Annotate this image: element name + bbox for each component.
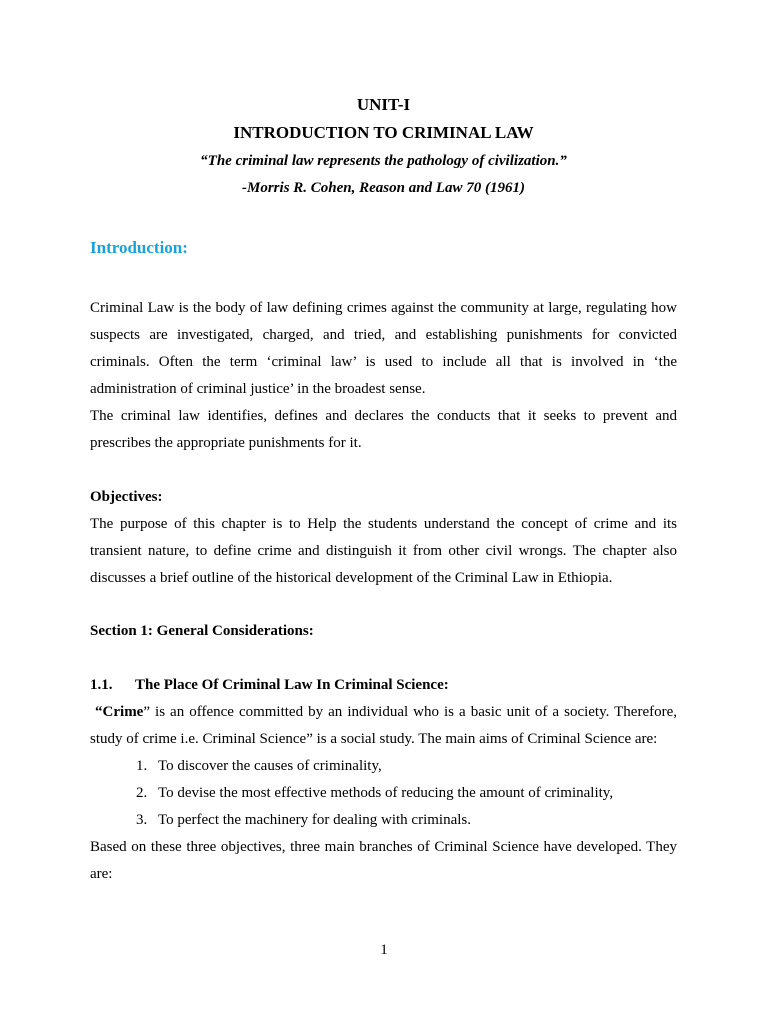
page-number: 1 — [380, 942, 388, 958]
unit-label: UNIT-I — [356, 95, 411, 114]
list-item-text: To perfect the machinery for dealing with criminals. — [158, 812, 472, 828]
objectives-paragraph: The purpose of this chapter is to Help the students understand the concept of crime and its transient nature, to define crime and distinguish it from other civil wrongs. The chapter also discusses a brief outline of the historical development of the Criminal Law in Ethiopia. — [90, 516, 677, 586]
list-item-text: To discover the causes of criminality, — [158, 758, 382, 774]
crime-definition-paragraph — [90, 699, 677, 753]
list-item-number: 3. — [136, 812, 148, 828]
aims-list — [90, 753, 677, 834]
subsection-heading — [90, 672, 677, 699]
list-item — [136, 753, 677, 780]
list-item-text: To devise the most effective methods of reducing the amount of criminality, — [158, 785, 614, 801]
introduction-paragraph: Criminal Law is the body of law defining crimes against the community at large, regulating how suspects are investigated, charged, and tried, and establishing punishments for convicted criminals. Often the term ‘criminal law’ is used to include all that is involved in ‘the administration of criminal justice’ in the broadest sense. — [90, 300, 677, 397]
page-title: INTRODUCTION TO CRIMINAL LAW — [233, 123, 534, 142]
list-item — [136, 807, 677, 834]
page-content — [90, 92, 677, 888]
closing-paragraph: Based on these three objectives, three main branches of Criminal Science have developed. They are: — [90, 839, 677, 882]
introduction-heading: Introduction: — [90, 238, 188, 257]
crime-definition-text: ” is an offence committed by an individual who is a basic unit of a society. Therefore, study of crime i.e. Criminal Science” is a social study. The main aims of Criminal Science are: — [90, 704, 677, 747]
subsection-number: 1.1. — [90, 677, 113, 693]
list-item-number: 1. — [136, 758, 148, 774]
section-heading: Section 1: General Considerations: — [90, 623, 314, 639]
objectives-heading: Objectives: — [90, 489, 163, 505]
crime-term: “Crime — [95, 704, 144, 720]
introduction-paragraph: The criminal law identifies, defines and declares the conducts that it seeks to prevent and prescribes the appropriate punishments for it. — [90, 408, 677, 451]
epigraph-quote: “The criminal law represents the pathology of civilization.” — [200, 153, 567, 169]
epigraph-attribution: -Morris R. Cohen, Reason and Law 70 (1961) — [242, 180, 525, 196]
subsection-title: The Place Of Criminal Law In Criminal Science: — [135, 677, 449, 693]
list-item — [136, 780, 677, 807]
list-item-number: 2. — [136, 785, 148, 801]
